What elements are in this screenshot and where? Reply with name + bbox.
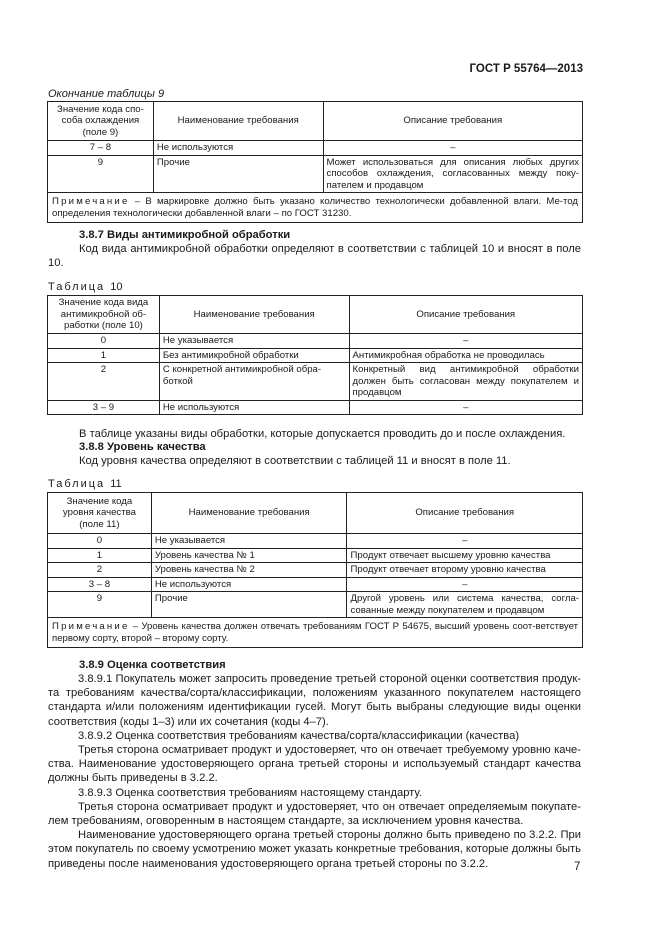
table-header-cell: Значение кода спо-соба охлаждения (поле 9) bbox=[48, 102, 154, 141]
section-388-title: 3.8.8 Уровень качества bbox=[79, 441, 206, 453]
table-header-row bbox=[48, 493, 583, 534]
table-note-row bbox=[48, 193, 583, 223]
section-387-text: Код вида антимикробной обработки определяют в соответствии с таблицей 10 и вносят в поле 10. bbox=[48, 243, 581, 270]
paragraph: 3.8.9.2 Оценка соответствия требованиям качества/сорта/классификации (качества) bbox=[78, 729, 520, 742]
section-389-title: 3.8.9 Оценка соответствия bbox=[79, 659, 226, 671]
note-label: Примечание bbox=[52, 621, 130, 632]
table-note bbox=[48, 193, 583, 223]
document-header: ГОСТ Р 55764—2013 bbox=[469, 63, 583, 75]
table10-after-text: В таблице указаны виды обработки, которые допускается проводить до и после охлаждения. bbox=[79, 428, 566, 440]
table-cell: Не используются bbox=[159, 400, 349, 415]
table-header-cell: Описание требования bbox=[349, 296, 583, 334]
table-row bbox=[48, 400, 583, 415]
table-cell: Конкретный вид антимикробной обработки должен быть согласован между покупателем и продавцом bbox=[349, 363, 583, 401]
table10-caption-number: 10 bbox=[110, 281, 123, 293]
table-cell: Прочие bbox=[151, 592, 347, 618]
table-cell: – bbox=[349, 400, 583, 415]
table-row bbox=[48, 141, 583, 156]
table-row bbox=[48, 534, 583, 549]
table-cell: 1 bbox=[48, 348, 160, 363]
table11-caption bbox=[48, 478, 122, 490]
table-row bbox=[48, 363, 583, 401]
table-header-cell: Наименование требования bbox=[159, 296, 349, 334]
table-header-cell: Наименование требования bbox=[153, 102, 323, 141]
table9 bbox=[47, 101, 583, 223]
table-cell: Прочие bbox=[153, 155, 323, 193]
table-cell: 3 – 9 bbox=[48, 400, 160, 415]
note-label: Примечание bbox=[52, 196, 130, 207]
table-row bbox=[48, 548, 583, 563]
section-388-text: Код уровня качества определяют в соответствии с таблицей 11 и вносят в поле 11. bbox=[79, 455, 511, 467]
table11 bbox=[47, 492, 583, 648]
table-cell: Продукт отвечает второму уровню качества bbox=[347, 563, 583, 578]
table-cell: Уровень качества № 1 bbox=[151, 548, 347, 563]
table-cell: Антимикробная обработка не проводилась bbox=[349, 348, 583, 363]
table-cell: 3 – 8 bbox=[48, 577, 152, 592]
table-cell: 2 bbox=[48, 563, 152, 578]
table-cell: Не указывается bbox=[151, 534, 347, 549]
table11-caption-word: Таблица bbox=[48, 478, 106, 490]
section-389-body bbox=[48, 672, 581, 871]
table-row bbox=[48, 348, 583, 363]
table-header-cell: Значение кода уровня качества (поле 11) bbox=[48, 493, 152, 534]
table-cell: – bbox=[323, 141, 582, 156]
table-cell: 9 bbox=[48, 155, 154, 193]
table11-caption-number: 11 bbox=[110, 478, 122, 490]
table-row bbox=[48, 592, 583, 618]
table-cell: 7 – 8 bbox=[48, 141, 154, 156]
paragraph: 3.8.9.3 Оценка соответствия требованиям настоящему стандарту. bbox=[78, 786, 422, 799]
paragraph: 3.8.9.1 Покупатель может запросить проведение третьей стороной оценки соответствия продук-та требованиям качества/сорта/классификации, положениям указанного покупателем настоящего стандарта и/или положениям идентификации гусей. Могут быть выбраны следующие виды оценки соответствия (коды 1–3) или их сочетания (коды 4–7). bbox=[48, 673, 581, 728]
table-cell: Может использоваться для описания любых других способов охлаждения, согласованных между поку-пателем и продавцом bbox=[323, 155, 582, 193]
paragraph: Третья сторона осматривает продукт и удостоверяет, что он отвечает требуемому уровню каче-ства. Наименование удостоверяющего органа третьей стороны и используемый стандарт качества должны быть приведены в 3.2.2. bbox=[48, 744, 581, 785]
table-row bbox=[48, 155, 583, 193]
table10-caption-word: Таблица bbox=[48, 281, 106, 293]
table-header-row bbox=[48, 296, 583, 334]
page-number: 7 bbox=[574, 861, 581, 873]
table-cell: 1 bbox=[48, 548, 152, 563]
table-header-cell: Наименование требования bbox=[151, 493, 347, 534]
table-cell: 9 bbox=[48, 592, 152, 618]
paragraph: Наименование удостоверяющего органа третьей стороны должно быть приведено по 3.2.2. При этом покупатель по своему усмотрению может указать конкретные требования, которые должны быть приведены после наименования удостоверяющего органа третьей стороны по 3.2.2. bbox=[48, 829, 581, 870]
table-header-row bbox=[48, 102, 583, 141]
table-header-cell: Описание требования bbox=[347, 493, 583, 534]
table-cell: Продукт отвечает высшему уровню качества bbox=[347, 548, 583, 563]
note-text: – В маркировке должно быть указано количество технологически добавленной влаги. Ме-тод определения технологически добавленной влаги – по ГОСТ 31230. bbox=[52, 196, 578, 219]
section-387-title: 3.8.7 Виды антимикробной обработки bbox=[79, 229, 291, 241]
table-cell: Не указывается bbox=[159, 334, 349, 349]
table-row bbox=[48, 577, 583, 592]
table-cell: Без антимикробной обработки bbox=[159, 348, 349, 363]
table-cell: С конкретной антимикробной обра-боткой bbox=[159, 363, 349, 401]
table-cell: 0 bbox=[48, 534, 152, 549]
table-cell: – bbox=[349, 334, 583, 349]
table10-caption bbox=[48, 281, 122, 293]
table-row bbox=[48, 563, 583, 578]
table10 bbox=[47, 295, 583, 415]
table-note bbox=[48, 618, 583, 648]
table-header-cell: Значение кода вида антимикробной об-работки (поле 10) bbox=[48, 296, 160, 334]
table-cell: Не используются bbox=[153, 141, 323, 156]
table9-caption: Окончание таблицы 9 bbox=[48, 88, 165, 100]
table-cell: 0 bbox=[48, 334, 160, 349]
note-text: – Уровень качества должен отвечать требованиям ГОСТ Р 54675, высший уровень соот-ветствует первому сорту, второй – второму сорту. bbox=[52, 621, 578, 644]
table-note-row bbox=[48, 618, 583, 648]
table-cell: Другой уровень или система качества, согла-сованные между покупателем и продавцом bbox=[347, 592, 583, 618]
table-cell: 2 bbox=[48, 363, 160, 401]
table-cell: Уровень качества № 2 bbox=[151, 563, 347, 578]
table-header-cell: Описание требования bbox=[323, 102, 582, 141]
table-cell: – bbox=[347, 534, 583, 549]
table-cell: Не используются bbox=[151, 577, 347, 592]
table-row bbox=[48, 334, 583, 349]
table-cell: – bbox=[347, 577, 583, 592]
paragraph: Третья сторона осматривает продукт и удостоверяет, что он отвечает определяемым покупате-лем требованиям, оговоренным в настоящем стандарте, за исключением уровня качества. bbox=[48, 800, 581, 828]
